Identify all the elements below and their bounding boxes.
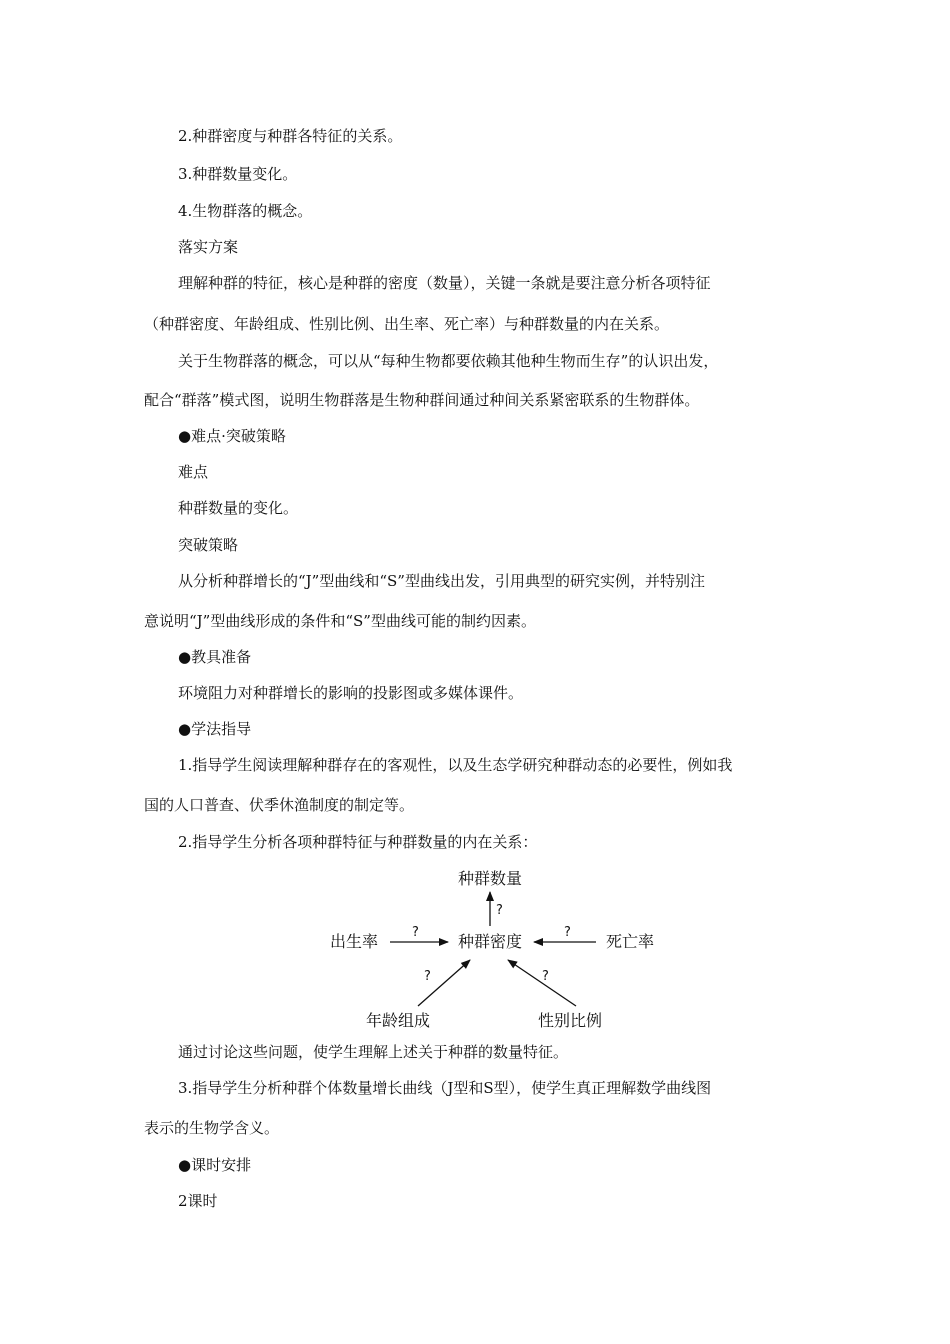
node-birth-rate: 出生率 [330,932,379,951]
question-mark: ? [496,903,503,918]
paragraph: 2课时 [178,1192,218,1210]
section-heading: ●教具准备 [178,648,252,666]
population-relationship-diagram [320,862,680,1034]
node-age-structure: 年龄组成 [366,1011,431,1030]
paragraph: 关于生物群落的概念，可以从“每种生物都要依赖其他种生物而生存”的认识出发， [178,352,719,370]
paragraph: 2.种群密度与种群各特征的关系。 [178,127,403,145]
section-heading: ●学法指导 [178,720,252,738]
node-death-rate: 死亡率 [606,932,655,951]
paragraph: 通过讨论这些问题，使学生理解上述关于种群的数量特征。 [178,1043,569,1061]
paragraph: 理解种群的特征，核心是种群的密度（数量），关键一条就是要注意分析各项特征 [178,274,711,292]
paragraph: 配合“群落”模式图，说明生物群落是生物种群间通过种间关系紧密联系的生物群体。 [144,391,700,409]
node-population-size: 种群数量 [457,869,523,888]
question-mark: ? [542,969,549,984]
node-sex-ratio: 性别比例 [538,1011,603,1030]
section-heading: ●难点·突破策略 [178,427,286,445]
paragraph: 2.指导学生分析各项种群特征与种群数量的内在关系： [178,833,538,851]
paragraph: 环境阻力对种群增长的影响的投影图或多媒体课件。 [178,684,524,702]
section-heading: 难点 [178,463,209,481]
paragraph: 3.指导学生分析种群个体数量增长曲线（J型和S型），使学生真正理解数学曲线图 [178,1079,712,1097]
paragraph: 种群数量的变化。 [178,499,299,517]
section-heading: ●课时安排 [178,1156,252,1174]
section-heading: 落实方案 [178,238,239,256]
paragraph: 4.生物群落的概念。 [178,202,313,220]
paragraph: （种群密度、年龄组成、性别比例、出生率、死亡率）与种群数量的内在关系。 [144,315,670,333]
section-heading: 突破策略 [178,536,239,554]
paragraph: 国的人口普查、伏季休渔制度的制定等。 [144,796,415,814]
question-mark: ? [564,925,571,940]
question-mark: ? [424,969,431,984]
paragraph: 3.种群数量变化。 [178,165,298,183]
paragraph: 1.指导学生阅读理解种群存在的客观性，以及生态学研究种群动态的必要性，例如我 [178,756,733,774]
node-population-density: 种群密度 [457,932,523,951]
paragraph: 意说明“J”型曲线形成的条件和“S”型曲线可能的制约因素。 [144,612,536,630]
paragraph: 从分析种群增长的“J”型曲线和“S”型曲线出发，引用典型的研究实例，并特别注 [178,572,705,590]
paragraph: 表示的生物学含义。 [144,1119,280,1137]
question-mark: ? [412,925,419,940]
